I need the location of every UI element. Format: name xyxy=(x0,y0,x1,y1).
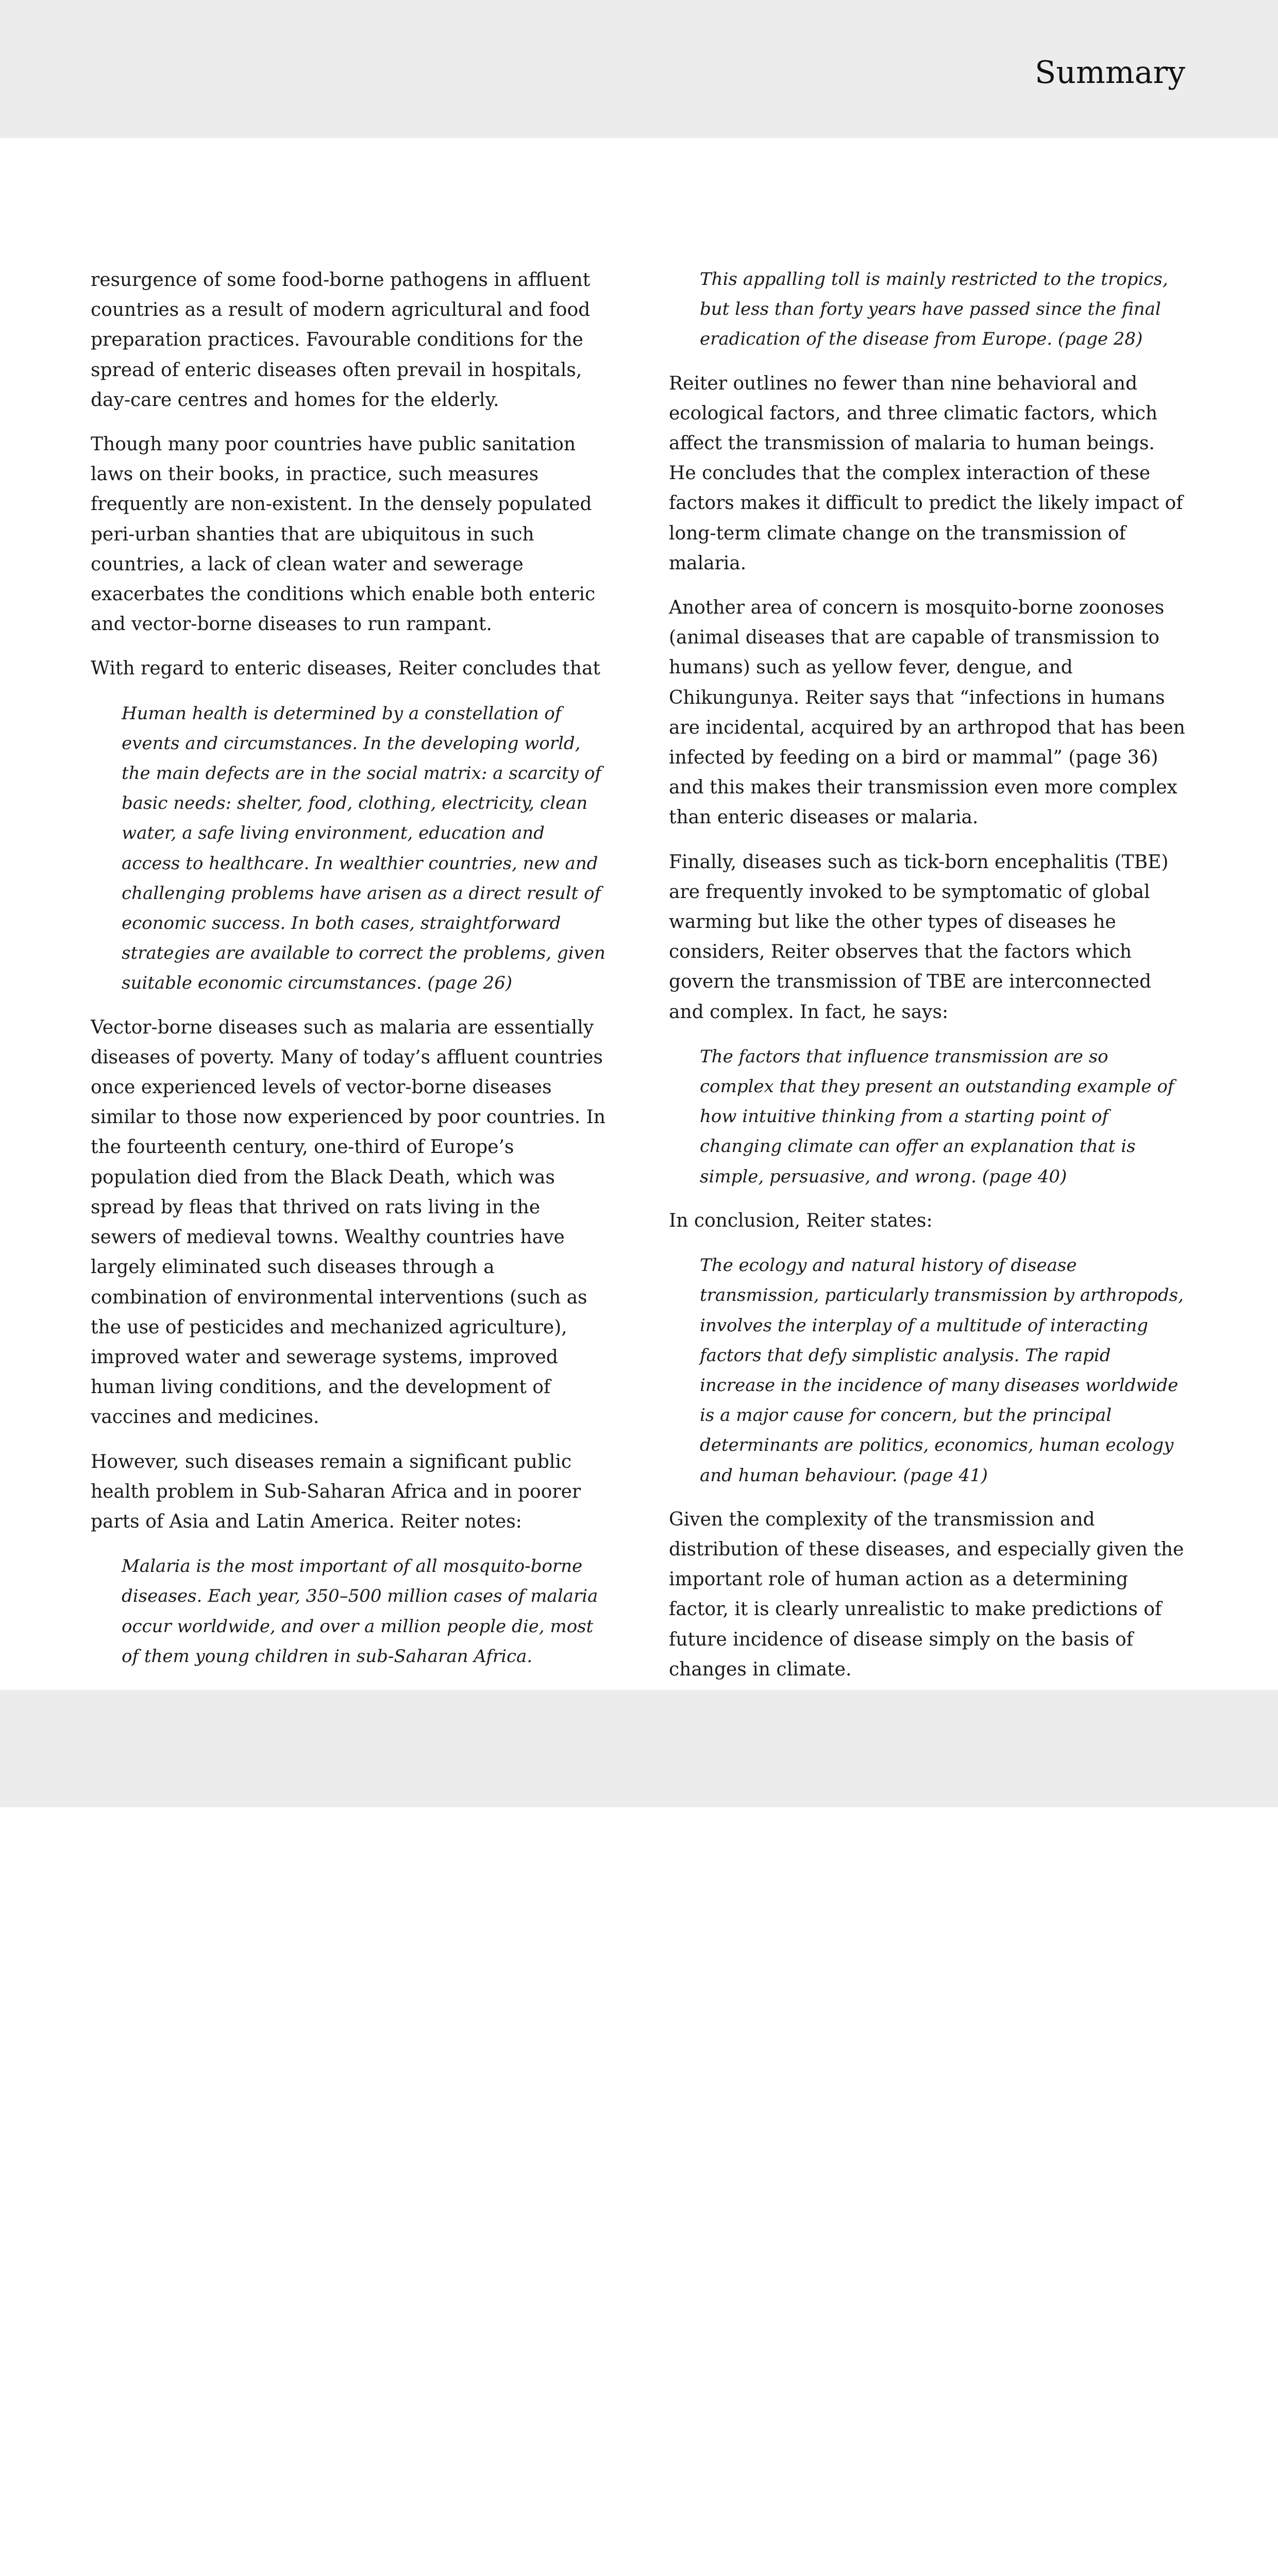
body-paragraph: resurgence of some food-borne pathogens in affluent countries as a result of modern agricultural and food preparation practices. Favourable conditions for the spread of enteric diseases often prevail in hospitals, day-care centres and homes for the elderly. xyxy=(91,269,591,411)
right-column xyxy=(669,265,1187,1699)
page-header xyxy=(0,0,1278,138)
body-paragraph: Vector-borne diseases such as malaria are essentially diseases of poverty. Many of today’s affluent countries once experienced levels of vector-borne diseases similar to those now experienced by poor countries. In the fourteenth century, one-third of Europe’s population died from the Black Death, which was spread by fleas that thrived on rats living in the sewers of medieval towns. Wealthy countries have largely eliminated such diseases through a combination of environmental interventions (such as the use of pesticides and mechanized agriculture), improved water and sewerage systems, improved human living conditions, and the development of vaccines and medicines. xyxy=(91,1016,606,1428)
block-quote: This appalling toll is mainly restricted to the tropics, but less than forty years have passed since the final eradication of the disease from Europe. (page 28) xyxy=(700,269,1168,350)
block-quote: The factors that influence transmission are so complex that they present an outstanding example of how intuitive thinking from a starting point of changing climate can offer an explanation that is simple, persuasive, and wrong. (page 40) xyxy=(700,1046,1174,1187)
body-paragraph: Though many poor countries have public sanitation laws on their books, in practice, such measures frequently are non-existent. In the densely populated peri-urban shanties that are ubiquitous in such countries, a lack of clean water and sewerage exacerbates the conditions which enable both enteric and vector-borne diseases to run rampant. xyxy=(91,434,596,635)
body-paragraph: However, such diseases remain a significant public health problem in Sub-Saharan Africa and in poorer parts of Asia and Latin America. Reiter notes: xyxy=(91,1451,581,1532)
block-quote: Malaria is the most important of all mosquito-borne diseases. Each year, 350–500 million cases of malaria occur worldwide, and over a million people die, most of them young children in sub-Saharan Africa. xyxy=(122,1556,598,1667)
body-paragraph: In conclusion, Reiter states: xyxy=(669,1210,933,1231)
body-paragraph: Finally, diseases such as tick-born encephalitis (TBE) are frequently invoked to be symptomatic of global warming but like the other types of diseases he considers, Reiter observes that the factors which govern the transmission of TBE are interconnected and complex. In fact, he says: xyxy=(669,851,1169,1023)
body-paragraph: Reiter outlines no fewer than nine behavioral and ecological factors, and three climatic factors, which affect the transmission of malaria to human beings. He concludes that the complex interaction of these factors makes it difficult to predict the likely impact of long-term climate change on the transmission of malaria. xyxy=(669,372,1183,574)
body-paragraph: With regard to enteric diseases, Reiter concludes that xyxy=(91,658,600,680)
body-paragraph: Another area of concern is mosquito-borne zoonoses (animal diseases that are capable of transmission to humans) such as yellow fever, dengue, and Chikungunya. Reiter says that “infections in humans are incidental, acquired by an arthropod that has been infected by feeding on a bird or mammal” (page 36) and this makes their transmission even more complex than enteric diseases or malaria. xyxy=(669,597,1185,828)
body-paragraph: Given the complexity of the transmission and distribution of these diseases, and especially given the important role of human action as a determining factor, it is clearly unrealistic to make predictions of future incidence of disease simply on the basis of changes in climate. xyxy=(669,1509,1184,1680)
block-quote: The ecology and natural history of disease transmission, particularly transmission by arthropods, involves the interplay of a multitude of interacting factors that defy simplistic analysis. The rapid increase in the incidence of many diseases worldwide is a major cause for concern, but the principal determinants are politics, economics, human ecology and human behaviour. (page 41) xyxy=(700,1255,1184,1486)
block-quote: Human health is determined by a constellation of events and circumstances. In the developing world, the main defects are in the social matrix: a scarcity of basic needs: shelter, food, clothing, electricity, clean water, a safe living environment, education and access to healthcare. In wealthier countries, new and challenging problems have arisen as a direct result of economic success. In both cases, straightforward strategies are available to correct the problems, given suitable economic circumstances. (page 26) xyxy=(122,703,606,994)
running-title: Summary xyxy=(1035,55,1185,91)
page-footer xyxy=(0,1690,1278,1807)
left-column xyxy=(91,265,609,1686)
